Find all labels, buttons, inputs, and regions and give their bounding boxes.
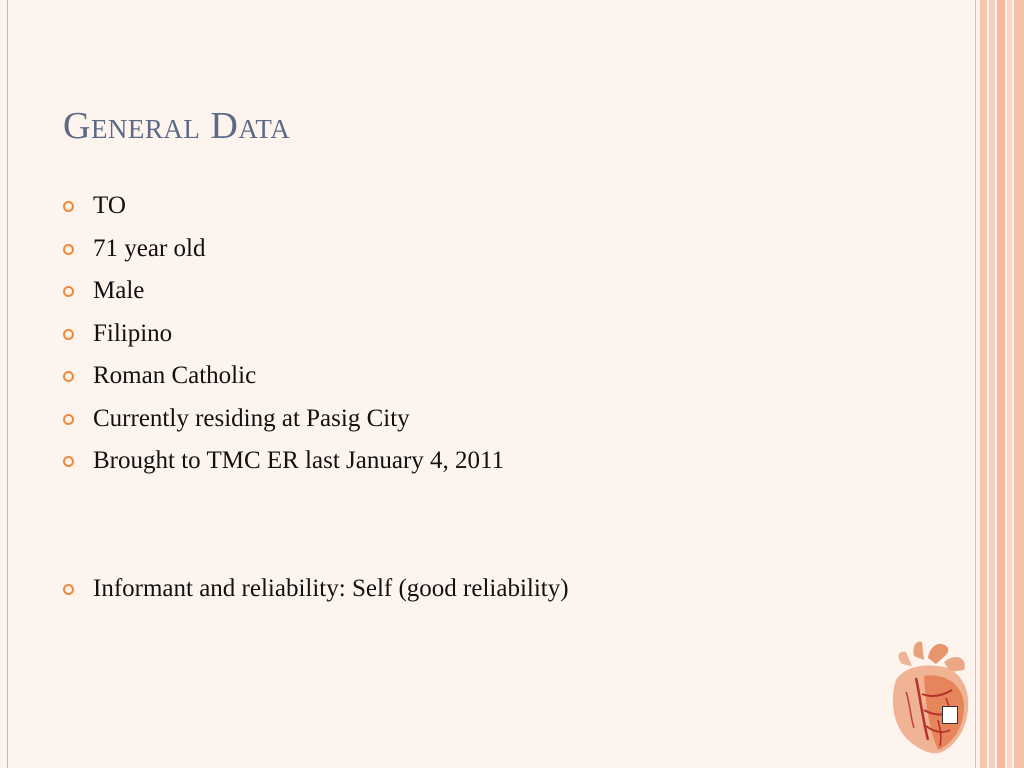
bullet-item (63, 185, 943, 228)
bullet-text: Brought to TMC ER last January 4, 2011 (93, 447, 505, 475)
bullet-item (63, 355, 943, 398)
bullet-text: Male (93, 277, 145, 305)
left-border-line (7, 0, 8, 768)
bullet-text: Roman Catholic (93, 362, 257, 390)
bullet-icon (63, 371, 74, 382)
bullet-icon (63, 414, 74, 425)
decor-stripe (1014, 0, 1024, 768)
slide-title: General Data (63, 105, 291, 147)
bullet-item (63, 313, 943, 356)
bullet-item (63, 270, 943, 313)
bullet-text: TO (93, 192, 126, 220)
bullet-text: Filipino (93, 319, 173, 347)
bullet-icon (63, 201, 74, 212)
bullet-text: 71 year old (93, 234, 206, 262)
bullet-item (63, 440, 943, 483)
decor-stripe (997, 0, 1005, 768)
bullet-item (63, 568, 943, 611)
bullet-icon (63, 584, 74, 595)
bullet-icon (63, 329, 74, 340)
decor-stripe (989, 0, 995, 768)
bullet-item (63, 228, 943, 271)
bullet-icon (63, 286, 74, 297)
bullet-icon (63, 244, 74, 255)
missing-glyph-icon[interactable] (942, 706, 958, 724)
bullet-text: Currently residing at Pasig City (93, 404, 410, 432)
bullet-item (63, 398, 943, 441)
decor-stripe (1007, 0, 1012, 768)
bullet-list (63, 185, 943, 610)
bullet-text: Informant and reliability: Self (good reliability) (93, 574, 569, 602)
bullet-icon (63, 456, 74, 467)
heart-icon (876, 636, 986, 760)
